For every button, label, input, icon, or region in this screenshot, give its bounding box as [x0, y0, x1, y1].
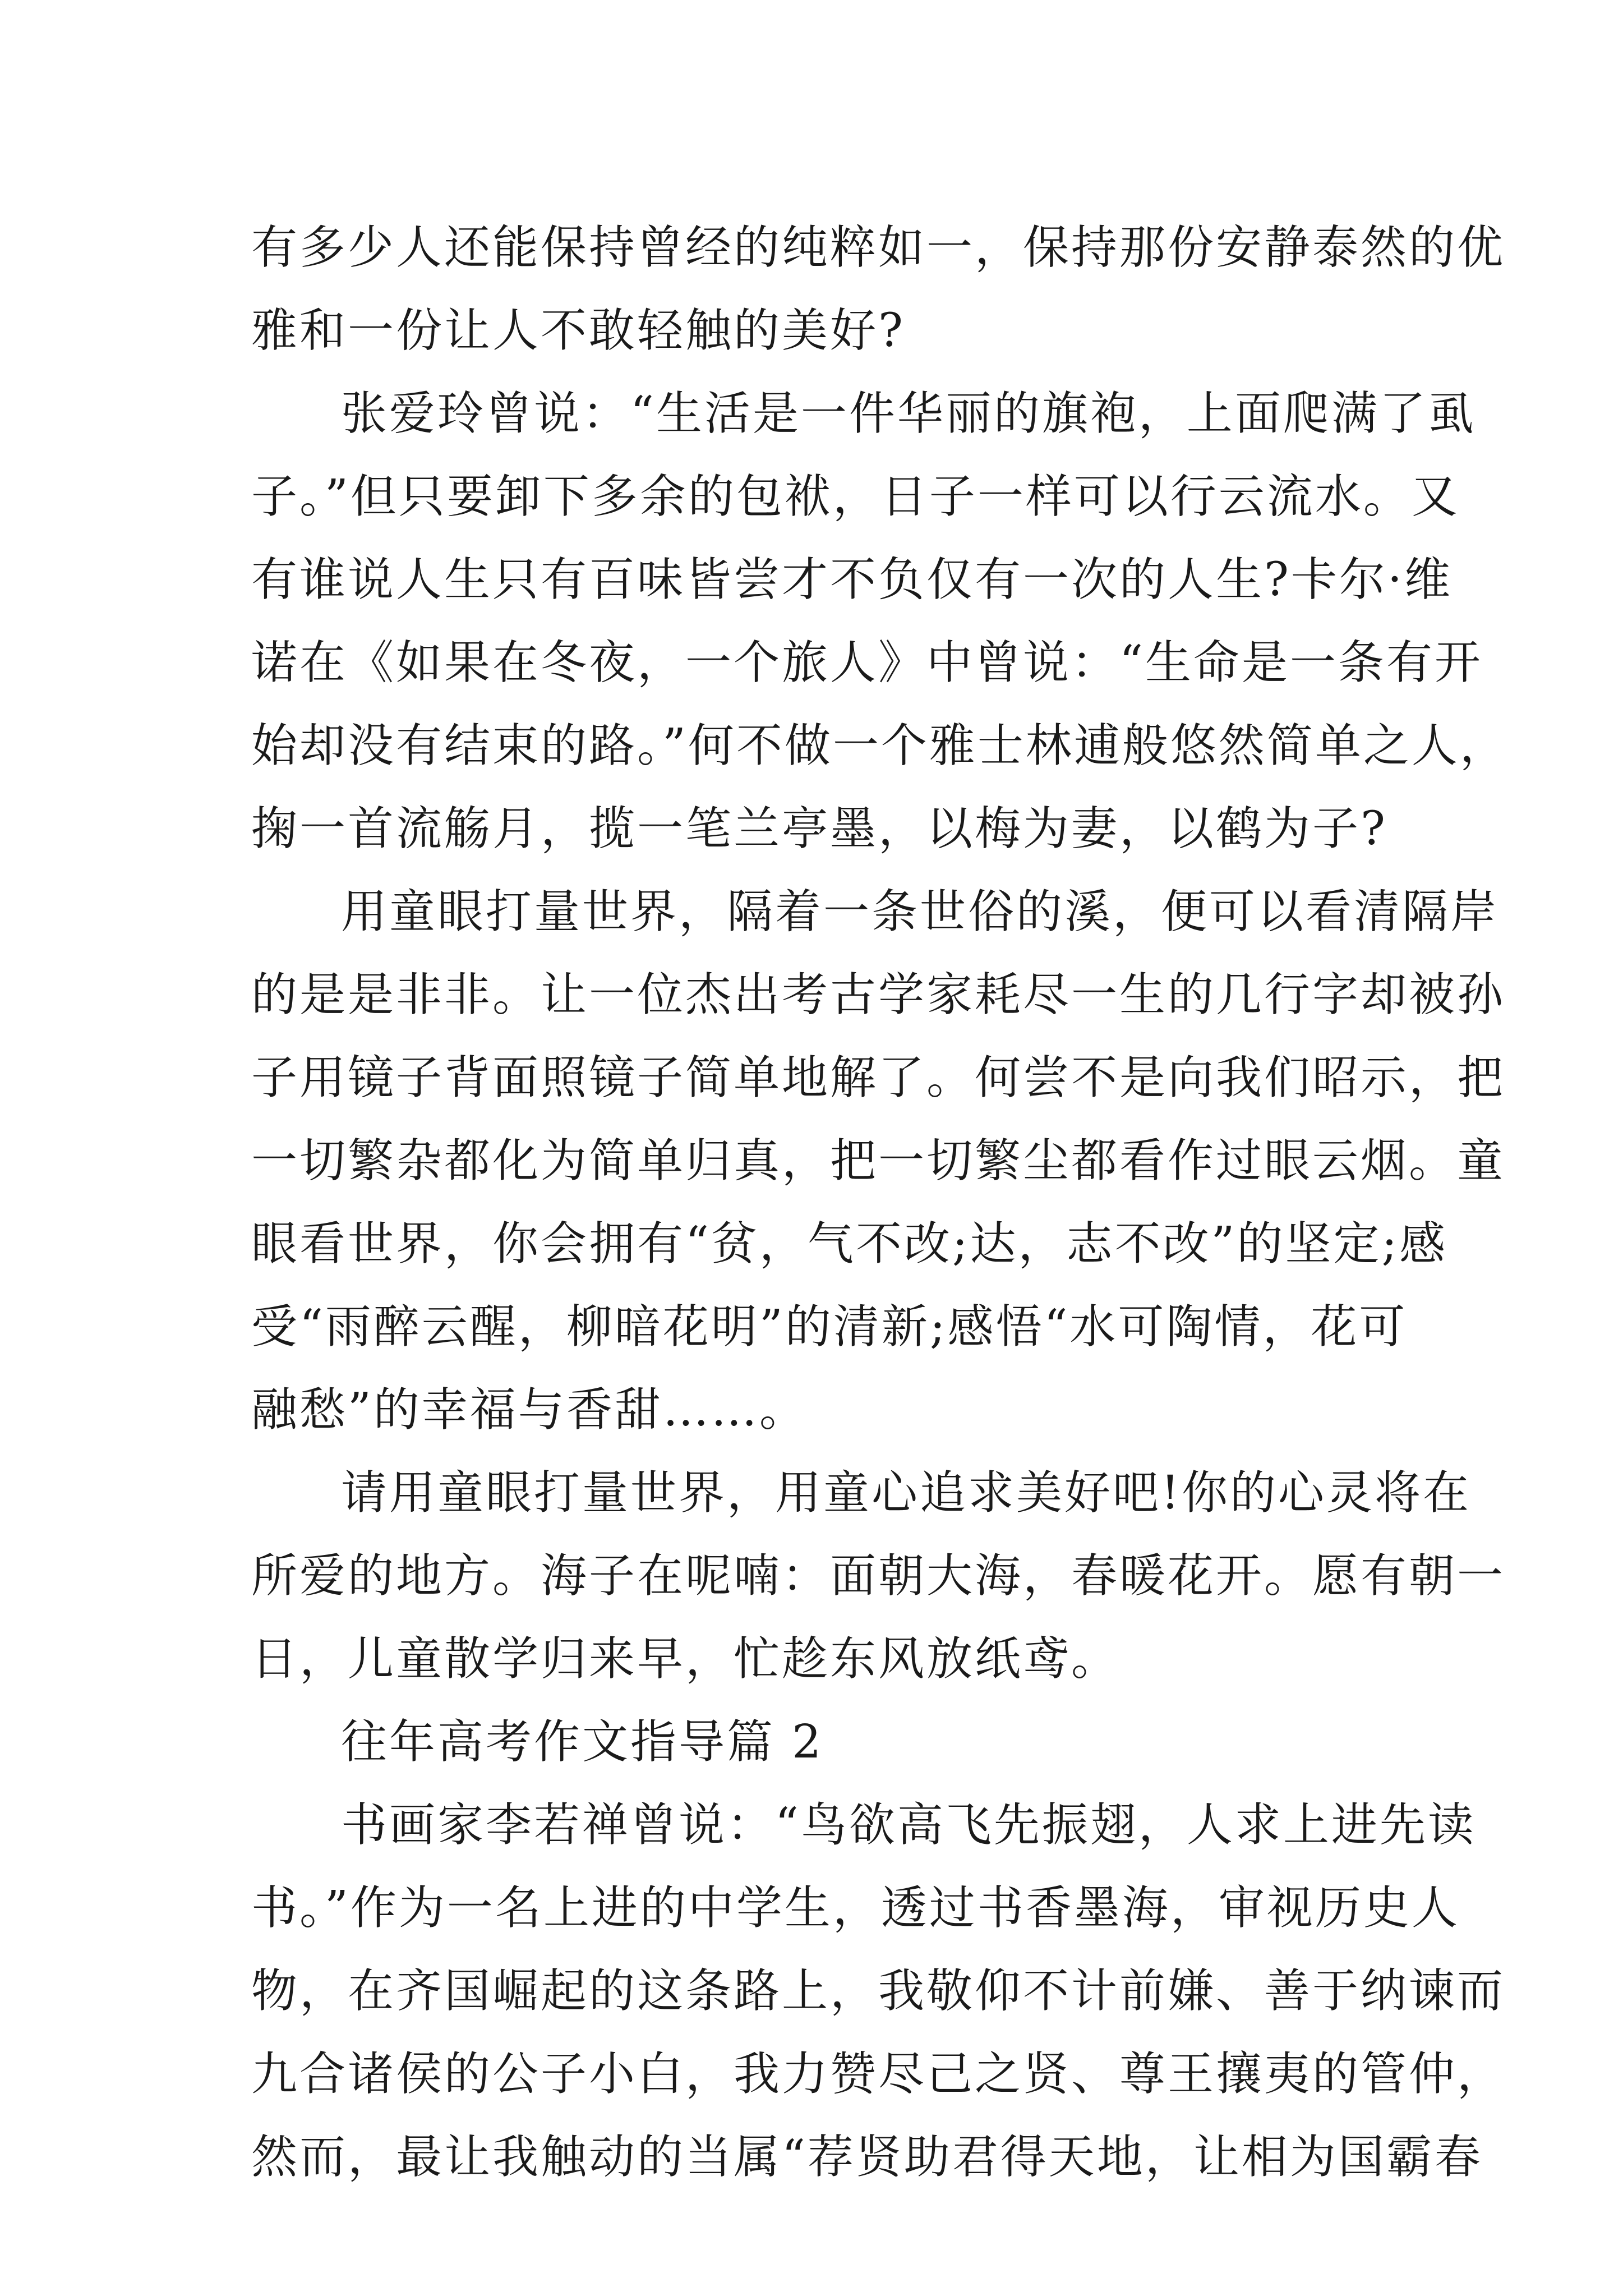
text-line: 眼看世界，你会拥有“贫，气不改;达，志不改”的坚定;感 — [251, 1217, 1448, 1271]
text-line: 有谁说人生只有百味皆尝才不负仅有一次的人生?卡尔·维 — [251, 553, 1453, 606]
text-line: 子。”但只要卸下多余的包袱，日子一样可以行云流水。又 — [251, 470, 1460, 523]
text-line: 诺在《如果在冬夜，一个旅人》中曾说：“生命是一条有开 — [251, 636, 1483, 689]
text-line: 雅和一份让人不敢轻触的美好? — [251, 304, 905, 357]
text-line: 九合诸侯的公子小白，我力赞尽己之贤、尊王攘夷的管仲， — [251, 2047, 1506, 2101]
text-line: 日，儿童散学归来早，忙趁东风放纸鸢。 — [251, 1632, 1120, 1686]
text-line: 受“雨醉云醒，柳暗花明”的清新;感悟“水可陶情，花可 — [251, 1300, 1408, 1354]
text-line: 张爱玲曾说：“生活是一件华丽的旗袍，上面爬满了虱 — [341, 387, 1476, 440]
text-line: 物，在齐国崛起的这条路上，我敬仰不计前嫌、善于纳谏而 — [251, 1964, 1506, 2018]
text-line: 用童眼打量世界，隔着一条世俗的溪，便可以看清隔岸 — [341, 885, 1499, 938]
text-line: 始却没有结束的路。”何不做一个雅士林逋般悠然简单之人， — [251, 719, 1508, 772]
text-line: 所爱的地方。海子在呢喃：面朝大海，春暖花开。愿有朝一 — [251, 1549, 1506, 1603]
essay-text — [251, 206, 1508, 2199]
text-line: 然而，最让我触动的当属“荐贤助君得天地，让相为国霸春 — [251, 2131, 1483, 2184]
text-line: 请用童眼打量世界，用童心追求美好吧!你的心灵将在 — [341, 1466, 1471, 1520]
text-line: 一切繁杂都化为简单归真，把一切繁尘都看作过眼云烟。童 — [251, 1134, 1506, 1188]
text-line: 书。”作为一名上进的中学生，透过书香墨海，审视历史人 — [251, 1881, 1460, 1935]
text-line: 子用镜子背面照镜子简单地解了。何尝不是向我们昭示，把 — [251, 1051, 1506, 1105]
text-line: 的是是非非。让一位杰出考古学家耗尽一生的几行字却被孙 — [251, 968, 1506, 1022]
section-heading: 往年高考作文指导篇 2 — [341, 1715, 824, 1769]
text-line: 掬一首流觞月，揽一笔兰亭墨，以梅为妻，以鹤为子? — [251, 802, 1387, 855]
text-line: 书画家李若禅曾说：“鸟欲高飞先振翅，人求上进先读 — [341, 1798, 1476, 1852]
text-line: 融愁”的幸福与香甜……。 — [251, 1383, 808, 1437]
text-line: 有多少人还能保持曾经的纯粹如一，保持那份安静泰然的优 — [251, 221, 1506, 274]
